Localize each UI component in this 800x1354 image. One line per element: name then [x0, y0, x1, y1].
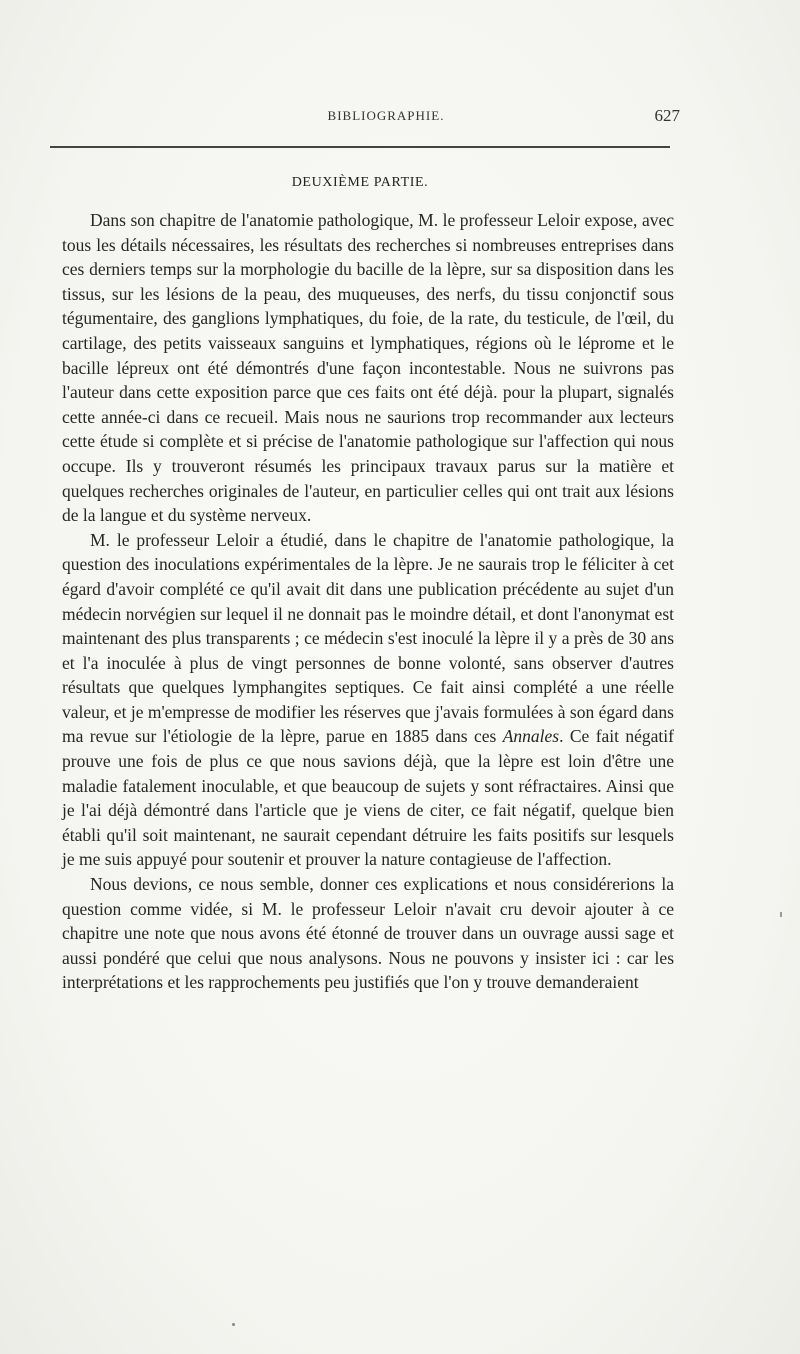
- running-title: BIBLIOGRAPHIE.: [327, 108, 445, 123]
- running-head: [92, 108, 680, 130]
- body-text: [62, 208, 674, 995]
- journal-title: Annales: [502, 726, 560, 747]
- print-speck: [780, 912, 782, 917]
- print-speck: [232, 1323, 235, 1326]
- page-number: 627: [654, 106, 680, 125]
- paragraph-3: Nous devions, ce nous semble, donner ces explications et nous considérerions la question comme vidée, si M. le professeur Leloir n'avait cru devoir ajouter à ce chapitre une note que nous avons été étonné de trouver dans un ouvrage aussi sage et aussi pondéré que celui que nous analysons. Nous ne pouvons y insister ici : car les interprétations et les rapprochements peu justifiés que l'on y trouve demanderaient: [62, 874, 674, 993]
- section-title: DEUXIÈME PARTIE.: [291, 175, 429, 190]
- header-rule: [50, 146, 670, 148]
- paragraph-2-text-b: . Ce fait négatif prouve une fois de plus ce que nous savions déjà, que la lèpre est loin d'être une maladie fatalement inoculable, et que beaucoup de sujets y sont réfractaires. Ainsi que je l'ai déjà démontré dans l'article que je viens de citer, ce fait négatif, quelque bien établi qu'il soit maintenant, ne saurait cependant détruire les faits positifs sur lesquels je me suis appuyé pour soutenir et prouver la nature contagieuse de l'affection.: [62, 726, 674, 870]
- paragraph-2: [62, 528, 674, 872]
- paragraph-1: Dans son chapitre de l'anatomie pathologique, M. le professeur Leloir expose, avec tous les détails nécessaires, les résultats des recherches si nombreuses entreprises dans ces derniers temps sur la morphologie du bacille de la lèpre, sur sa disposition dans les tissus, sur les lésions de la peau, des muqueuses, des nerfs, du tissu conjonctif sous tégumentaire, des ganglions lymphatiques, du foie, de la rate, du testicule, de l'œil, du cartilage, des petits vaisseaux sanguins et lymphatiques, régions où le léprome et le bacille lépreux ont été démontrés d'une façon incontestable. Nous ne suivrons pas l'auteur dans cette exposition parce que ces faits ont été déjà. pour la plupart, signalés cette année-ci dans ce recueil. Mais nous ne saurions trop recommander aux lecteurs cette étude si complète et si précise de l'anatomie pathologique sur l'affection qui nous occupe. Ils y trouveront résumés les principaux travaux parus sur la matière et quelques recherches originales de l'auteur, en particulier celles qui ont trait aux lésions de la langue et du système nerveux.: [62, 210, 674, 526]
- paragraph-2-text-a: M. le professeur Leloir a étudié, dans le chapitre de l'anatomie pathologique, la question des inoculations expérimentales de la lèpre. Je ne saurais trop le féliciter à cet égard d'avoir complété ce qu'il avait dit dans une publication précédente au sujet d'un médecin norvégien sur lequel il ne donnait pas le moindre détail, et dont l'anonymat est maintenant des plus transparents ; ce médecin s'est inoculé la lèpre il y a près de 30 ans et l'a inoculée à plus de vingt personnes de bonne volonté, sans observer d'autres résultats que quelques lymphangites septiques. Ce fait ainsi complété a une réelle valeur, et je m'empresse de modifier les réserves que j'avais formulées à son égard dans ma revue sur l'étiologie de la lèpre, parue en 1885 dans ces: [62, 529, 674, 747]
